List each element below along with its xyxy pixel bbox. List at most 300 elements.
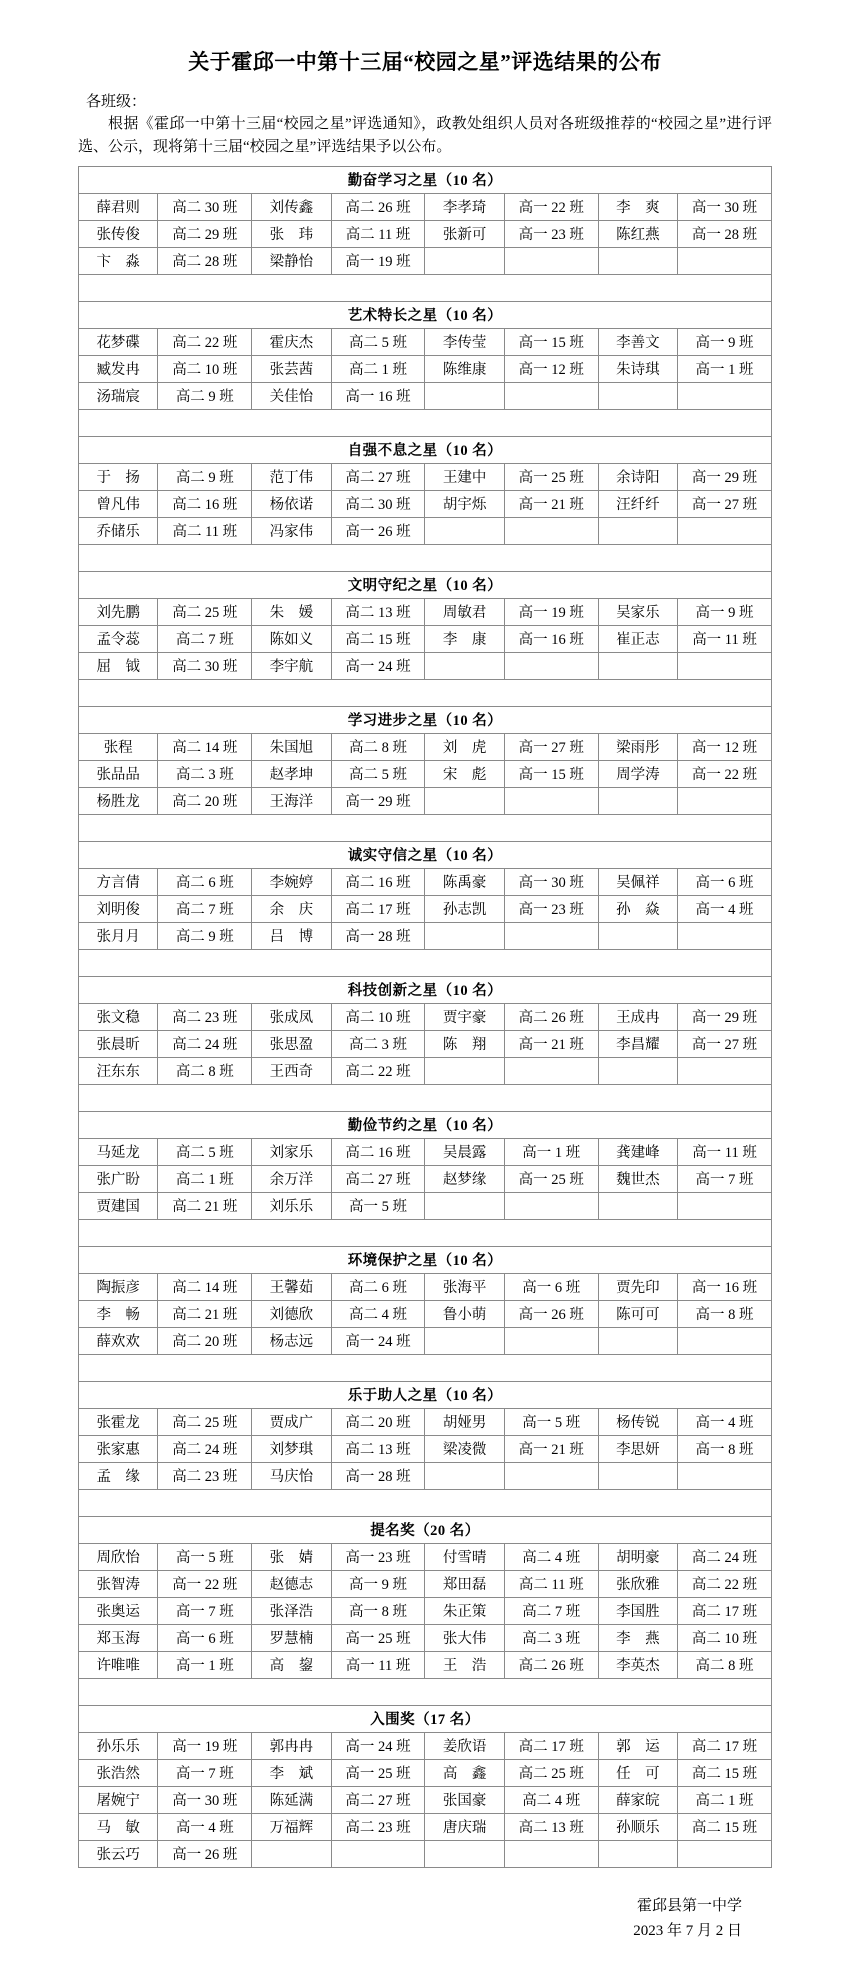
section-header-row <box>79 1381 772 1408</box>
student-name-cell: 梁凌微 <box>425 1435 504 1462</box>
student-name-cell: 杨依诺 <box>252 490 331 517</box>
student-name-cell: 龚建峰 <box>598 1138 677 1165</box>
table-row <box>79 1300 772 1327</box>
student-class-cell: 高二 20 班 <box>331 1408 425 1435</box>
student-name-cell: 薛欢欢 <box>79 1327 158 1354</box>
table-row <box>79 247 772 274</box>
student-name-cell: 王海洋 <box>252 787 331 814</box>
student-class-cell: 高二 30 班 <box>158 193 252 220</box>
student-name-cell: 王 浩 <box>425 1651 504 1678</box>
student-name-cell: 花梦碟 <box>79 328 158 355</box>
student-class-cell: 高一 8 班 <box>331 1597 425 1624</box>
student-class-cell: 高二 24 班 <box>678 1543 772 1570</box>
student-class-cell: 高二 24 班 <box>158 1435 252 1462</box>
student-class-cell: 高一 7 班 <box>158 1759 252 1786</box>
student-class-cell <box>504 247 598 274</box>
student-name-cell <box>425 1840 504 1867</box>
student-name-cell: 李思妍 <box>598 1435 677 1462</box>
student-class-cell: 高二 27 班 <box>331 1786 425 1813</box>
student-name-cell: 周欣怡 <box>79 1543 158 1570</box>
section-header-row <box>79 166 772 193</box>
student-name-cell: 于 扬 <box>79 463 158 490</box>
student-class-cell: 高二 17 班 <box>331 895 425 922</box>
student-class-cell: 高一 22 班 <box>158 1570 252 1597</box>
student-name-cell: 陈延满 <box>252 1786 331 1813</box>
student-name-cell: 张智涛 <box>79 1570 158 1597</box>
table-row <box>79 1003 772 1030</box>
student-class-cell: 高二 23 班 <box>158 1003 252 1030</box>
student-name-cell: 贾先印 <box>598 1273 677 1300</box>
student-class-cell: 高一 29 班 <box>678 463 772 490</box>
student-class-cell: 高一 8 班 <box>678 1300 772 1327</box>
section-header-row <box>79 571 772 598</box>
student-class-cell: 高一 1 班 <box>158 1651 252 1678</box>
student-class-cell: 高一 27 班 <box>678 1030 772 1057</box>
student-name-cell: 李 康 <box>425 625 504 652</box>
student-name-cell: 李 斌 <box>252 1759 331 1786</box>
student-class-cell: 高二 26 班 <box>331 193 425 220</box>
student-class-cell: 高一 6 班 <box>678 868 772 895</box>
student-name-cell: 刘梦琪 <box>252 1435 331 1462</box>
student-class-cell: 高二 14 班 <box>158 733 252 760</box>
student-class-cell: 高二 22 班 <box>158 328 252 355</box>
footer-organization: 霍邱县第一中学 <box>636 1897 742 1914</box>
student-class-cell: 高一 16 班 <box>331 382 425 409</box>
student-class-cell: 高二 5 班 <box>158 1138 252 1165</box>
section-heading: 乐于助人之星（10 名） <box>79 1381 772 1408</box>
section-header-row <box>79 1111 772 1138</box>
student-name-cell: 李孝琦 <box>425 193 504 220</box>
student-name-cell: 张海平 <box>425 1273 504 1300</box>
table-row <box>79 1651 772 1678</box>
student-class-cell: 高二 16 班 <box>158 490 252 517</box>
student-name-cell <box>425 787 504 814</box>
table-row <box>79 1408 772 1435</box>
student-class-cell: 高二 15 班 <box>331 625 425 652</box>
student-name-cell <box>425 247 504 274</box>
student-name-cell: 许唯唯 <box>79 1651 158 1678</box>
table-row <box>79 1597 772 1624</box>
student-name-cell: 张传俊 <box>79 220 158 247</box>
student-name-cell <box>252 1840 331 1867</box>
student-class-cell: 高一 5 班 <box>504 1408 598 1435</box>
student-name-cell: 李婉婷 <box>252 868 331 895</box>
section-header-row <box>79 976 772 1003</box>
student-name-cell: 朱诗琪 <box>598 355 677 382</box>
table-row <box>79 733 772 760</box>
student-class-cell: 高二 9 班 <box>158 463 252 490</box>
student-class-cell: 高二 3 班 <box>331 1030 425 1057</box>
table-row <box>79 787 772 814</box>
student-class-cell: 高二 11 班 <box>331 220 425 247</box>
student-name-cell <box>598 1462 677 1489</box>
student-class-cell <box>504 382 598 409</box>
section-spacer <box>79 1219 772 1246</box>
student-class-cell: 高二 4 班 <box>504 1786 598 1813</box>
student-name-cell: 张成凤 <box>252 1003 331 1030</box>
student-class-cell: 高二 21 班 <box>158 1192 252 1219</box>
student-class-cell <box>504 1192 598 1219</box>
student-class-cell: 高二 25 班 <box>158 1408 252 1435</box>
student-name-cell <box>598 787 677 814</box>
student-name-cell: 张霍龙 <box>79 1408 158 1435</box>
student-name-cell: 吴晨露 <box>425 1138 504 1165</box>
student-class-cell: 高一 11 班 <box>678 625 772 652</box>
student-name-cell <box>598 922 677 949</box>
student-name-cell: 万福辉 <box>252 1813 331 1840</box>
student-class-cell: 高一 12 班 <box>678 733 772 760</box>
awards-table <box>78 166 772 1868</box>
student-name-cell: 张新可 <box>425 220 504 247</box>
student-name-cell: 方言倩 <box>79 868 158 895</box>
student-name-cell: 李宇航 <box>252 652 331 679</box>
student-name-cell <box>598 247 677 274</box>
student-class-cell: 高一 21 班 <box>504 490 598 517</box>
section-spacer-cell <box>79 409 772 436</box>
student-name-cell <box>425 1057 504 1084</box>
student-name-cell: 郑玉海 <box>79 1624 158 1651</box>
student-class-cell: 高一 29 班 <box>331 787 425 814</box>
student-name-cell: 梁静怡 <box>252 247 331 274</box>
student-class-cell <box>504 1057 598 1084</box>
student-class-cell: 高二 7 班 <box>158 625 252 652</box>
student-name-cell: 赵梦缘 <box>425 1165 504 1192</box>
student-class-cell: 高二 16 班 <box>331 868 425 895</box>
student-name-cell: 郭 运 <box>598 1732 677 1759</box>
table-row <box>79 355 772 382</box>
student-name-cell <box>598 382 677 409</box>
section-spacer-cell <box>79 679 772 706</box>
student-class-cell: 高一 1 班 <box>678 355 772 382</box>
student-class-cell: 高二 10 班 <box>158 355 252 382</box>
table-row <box>79 220 772 247</box>
student-name-cell: 张品品 <box>79 760 158 787</box>
table-row <box>79 1570 772 1597</box>
student-name-cell: 张 婧 <box>252 1543 331 1570</box>
section-header-row <box>79 436 772 463</box>
student-class-cell: 高一 30 班 <box>504 868 598 895</box>
student-class-cell: 高二 7 班 <box>158 895 252 922</box>
table-row <box>79 1732 772 1759</box>
student-name-cell: 宋 彪 <box>425 760 504 787</box>
student-class-cell: 高一 11 班 <box>331 1651 425 1678</box>
student-name-cell: 周敏君 <box>425 598 504 625</box>
student-name-cell: 王建中 <box>425 463 504 490</box>
student-name-cell <box>425 922 504 949</box>
student-class-cell: 高一 4 班 <box>158 1813 252 1840</box>
student-name-cell: 姜欣语 <box>425 1732 504 1759</box>
student-class-cell: 高一 9 班 <box>678 328 772 355</box>
student-name-cell: 郑田磊 <box>425 1570 504 1597</box>
student-name-cell <box>598 1057 677 1084</box>
student-name-cell: 张广盼 <box>79 1165 158 1192</box>
student-class-cell: 高一 29 班 <box>678 1003 772 1030</box>
student-class-cell: 高二 9 班 <box>158 382 252 409</box>
student-class-cell: 高二 4 班 <box>504 1543 598 1570</box>
student-name-cell <box>425 517 504 544</box>
student-class-cell: 高二 17 班 <box>678 1732 772 1759</box>
student-class-cell: 高二 17 班 <box>678 1597 772 1624</box>
student-class-cell: 高二 25 班 <box>158 598 252 625</box>
student-class-cell: 高二 13 班 <box>331 1435 425 1462</box>
section-spacer <box>79 1084 772 1111</box>
section-heading: 艺术特长之星（10 名） <box>79 301 772 328</box>
student-name-cell: 杨传锐 <box>598 1408 677 1435</box>
student-class-cell: 高一 9 班 <box>331 1570 425 1597</box>
student-name-cell: 汪东东 <box>79 1057 158 1084</box>
student-class-cell <box>504 922 598 949</box>
student-name-cell: 孙志凯 <box>425 895 504 922</box>
student-name-cell: 朱国旭 <box>252 733 331 760</box>
section-spacer <box>79 1489 772 1516</box>
student-name-cell: 贾宇豪 <box>425 1003 504 1030</box>
section-spacer <box>79 1678 772 1705</box>
section-heading: 勤奋学习之星（10 名） <box>79 166 772 193</box>
student-name-cell: 朱 媛 <box>252 598 331 625</box>
student-class-cell: 高二 10 班 <box>331 1003 425 1030</box>
student-name-cell: 马庆怡 <box>252 1462 331 1489</box>
student-name-cell: 薛君则 <box>79 193 158 220</box>
student-class-cell: 高一 28 班 <box>331 1462 425 1489</box>
student-name-cell: 孟 缘 <box>79 1462 158 1489</box>
student-name-cell: 李善文 <box>598 328 677 355</box>
student-name-cell: 张家惠 <box>79 1435 158 1462</box>
student-name-cell: 薛家皖 <box>598 1786 677 1813</box>
body-paragraph: 根据《霍邱一中第十三届“校园之星”评选通知》，政教处组织人员对各班级推荐的“校园之星”进行评选、公示，现将第十三届“校园之星”评选结果予以公布。 <box>78 116 772 156</box>
student-class-cell <box>504 1840 598 1867</box>
section-header-row <box>79 1516 772 1543</box>
student-name-cell: 陈如义 <box>252 625 331 652</box>
student-class-cell: 高二 6 班 <box>158 868 252 895</box>
student-name-cell: 张月月 <box>79 922 158 949</box>
student-name-cell: 余万洋 <box>252 1165 331 1192</box>
student-class-cell: 高一 26 班 <box>331 517 425 544</box>
student-class-cell: 高一 30 班 <box>678 193 772 220</box>
student-class-cell <box>678 382 772 409</box>
student-name-cell: 刘传鑫 <box>252 193 331 220</box>
student-class-cell: 高二 27 班 <box>331 1165 425 1192</box>
table-row <box>79 1786 772 1813</box>
student-name-cell: 余诗阳 <box>598 463 677 490</box>
section-spacer-cell <box>79 1219 772 1246</box>
student-name-cell: 梁雨彤 <box>598 733 677 760</box>
student-class-cell: 高一 11 班 <box>678 1138 772 1165</box>
student-class-cell: 高一 24 班 <box>331 652 425 679</box>
section-header-row <box>79 301 772 328</box>
section-spacer-cell <box>79 814 772 841</box>
student-name-cell: 刘明俊 <box>79 895 158 922</box>
section-header-row <box>79 1705 772 1732</box>
student-name-cell: 张 玮 <box>252 220 331 247</box>
student-name-cell: 刘 虎 <box>425 733 504 760</box>
student-class-cell: 高二 5 班 <box>331 760 425 787</box>
student-name-cell <box>598 517 677 544</box>
student-class-cell: 高二 6 班 <box>331 1273 425 1300</box>
table-row <box>79 1543 772 1570</box>
student-class-cell: 高一 27 班 <box>504 733 598 760</box>
student-name-cell: 张大伟 <box>425 1624 504 1651</box>
section-heading: 自强不息之星（10 名） <box>79 436 772 463</box>
student-class-cell: 高二 8 班 <box>331 733 425 760</box>
student-name-cell <box>598 1840 677 1867</box>
student-name-cell <box>425 382 504 409</box>
student-class-cell <box>678 1057 772 1084</box>
student-class-cell: 高一 19 班 <box>331 247 425 274</box>
student-class-cell: 高一 28 班 <box>678 220 772 247</box>
student-class-cell: 高一 26 班 <box>158 1840 252 1867</box>
table-row <box>79 625 772 652</box>
student-name-cell: 高 鑫 <box>425 1759 504 1786</box>
section-heading: 文明守纪之星（10 名） <box>79 571 772 598</box>
student-name-cell: 孙 焱 <box>598 895 677 922</box>
table-row <box>79 895 772 922</box>
student-name-cell: 胡娅男 <box>425 1408 504 1435</box>
student-class-cell <box>504 787 598 814</box>
student-name-cell: 曾凡伟 <box>79 490 158 517</box>
student-class-cell: 高一 16 班 <box>504 625 598 652</box>
student-name-cell: 李昌耀 <box>598 1030 677 1057</box>
student-name-cell <box>425 1192 504 1219</box>
student-class-cell: 高一 21 班 <box>504 1030 598 1057</box>
student-class-cell <box>678 652 772 679</box>
section-header-row <box>79 1246 772 1273</box>
student-name-cell: 魏世杰 <box>598 1165 677 1192</box>
table-row <box>79 1759 772 1786</box>
student-name-cell: 臧发冉 <box>79 355 158 382</box>
student-name-cell: 张奥运 <box>79 1597 158 1624</box>
student-name-cell: 张国豪 <box>425 1786 504 1813</box>
student-class-cell: 高二 24 班 <box>158 1030 252 1057</box>
table-row <box>79 598 772 625</box>
student-name-cell: 刘德欣 <box>252 1300 331 1327</box>
section-heading: 环境保护之星（10 名） <box>79 1246 772 1273</box>
student-name-cell: 王成冉 <box>598 1003 677 1030</box>
section-heading: 科技创新之星（10 名） <box>79 976 772 1003</box>
student-class-cell: 高一 7 班 <box>678 1165 772 1192</box>
table-row <box>79 760 772 787</box>
student-name-cell: 霍庆杰 <box>252 328 331 355</box>
student-class-cell: 高二 30 班 <box>331 490 425 517</box>
student-name-cell: 张晨昕 <box>79 1030 158 1057</box>
student-class-cell: 高二 15 班 <box>678 1759 772 1786</box>
student-class-cell: 高二 25 班 <box>504 1759 598 1786</box>
section-header-row <box>79 841 772 868</box>
student-class-cell: 高二 21 班 <box>158 1300 252 1327</box>
student-class-cell: 高一 9 班 <box>678 598 772 625</box>
student-name-cell: 张文稳 <box>79 1003 158 1030</box>
student-name-cell: 陈 翔 <box>425 1030 504 1057</box>
student-name-cell <box>598 1192 677 1219</box>
student-name-cell: 朱正策 <box>425 1597 504 1624</box>
table-row <box>79 1057 772 1084</box>
student-class-cell: 高一 22 班 <box>678 760 772 787</box>
table-row <box>79 868 772 895</box>
student-class-cell: 高二 1 班 <box>158 1165 252 1192</box>
student-name-cell: 郭冉冉 <box>252 1732 331 1759</box>
student-name-cell: 屠婉宁 <box>79 1786 158 1813</box>
student-class-cell: 高二 3 班 <box>158 760 252 787</box>
student-class-cell: 高一 25 班 <box>504 463 598 490</box>
student-class-cell: 高二 13 班 <box>504 1813 598 1840</box>
student-name-cell: 陶振彦 <box>79 1273 158 1300</box>
section-heading: 学习进步之星（10 名） <box>79 706 772 733</box>
student-class-cell <box>504 1462 598 1489</box>
section-spacer <box>79 1354 772 1381</box>
student-class-cell: 高二 9 班 <box>158 922 252 949</box>
student-class-cell: 高二 11 班 <box>504 1570 598 1597</box>
student-name-cell: 唐庆瑞 <box>425 1813 504 1840</box>
section-spacer-cell <box>79 274 772 301</box>
page-title: 关于霍邱一中第十三届“校园之星”评选结果的公布 <box>188 50 662 74</box>
student-class-cell: 高一 24 班 <box>331 1732 425 1759</box>
student-class-cell: 高二 26 班 <box>504 1003 598 1030</box>
student-class-cell: 高一 6 班 <box>504 1273 598 1300</box>
student-class-cell <box>504 652 598 679</box>
student-name-cell: 李国胜 <box>598 1597 677 1624</box>
student-class-cell <box>504 517 598 544</box>
section-spacer <box>79 274 772 301</box>
table-row <box>79 1462 772 1489</box>
student-name-cell: 李 燕 <box>598 1624 677 1651</box>
section-spacer-cell <box>79 1354 772 1381</box>
student-class-cell: 高一 19 班 <box>158 1732 252 1759</box>
student-name-cell: 孙顺乐 <box>598 1813 677 1840</box>
section-spacer-cell <box>79 1084 772 1111</box>
student-class-cell: 高二 23 班 <box>158 1462 252 1489</box>
student-name-cell: 张思盈 <box>252 1030 331 1057</box>
student-name-cell: 乔储乐 <box>79 517 158 544</box>
section-heading: 诚实守信之星（10 名） <box>79 841 772 868</box>
table-row <box>79 1840 772 1867</box>
student-class-cell: 高二 8 班 <box>158 1057 252 1084</box>
table-row <box>79 1030 772 1057</box>
student-name-cell: 李 畅 <box>79 1300 158 1327</box>
student-name-cell: 马 敏 <box>79 1813 158 1840</box>
student-class-cell: 高一 30 班 <box>158 1786 252 1813</box>
student-name-cell: 付雪晴 <box>425 1543 504 1570</box>
student-class-cell: 高一 8 班 <box>678 1435 772 1462</box>
student-class-cell: 高一 24 班 <box>331 1327 425 1354</box>
student-class-cell: 高二 8 班 <box>678 1651 772 1678</box>
student-name-cell: 杨志远 <box>252 1327 331 1354</box>
student-class-cell: 高一 12 班 <box>504 355 598 382</box>
student-name-cell: 余 庆 <box>252 895 331 922</box>
student-class-cell <box>678 517 772 544</box>
section-header-row <box>79 706 772 733</box>
student-class-cell <box>678 787 772 814</box>
student-class-cell: 高二 22 班 <box>331 1057 425 1084</box>
student-class-cell: 高一 5 班 <box>331 1192 425 1219</box>
section-spacer <box>79 679 772 706</box>
student-name-cell: 赵德志 <box>252 1570 331 1597</box>
table-row <box>79 382 772 409</box>
student-name-cell: 杨胜龙 <box>79 787 158 814</box>
student-name-cell: 张浩然 <box>79 1759 158 1786</box>
student-class-cell: 高二 10 班 <box>678 1624 772 1651</box>
student-class-cell: 高一 23 班 <box>504 895 598 922</box>
student-class-cell: 高二 4 班 <box>331 1300 425 1327</box>
section-spacer-cell <box>79 949 772 976</box>
student-class-cell: 高二 28 班 <box>158 247 252 274</box>
student-name-cell <box>598 1327 677 1354</box>
student-class-cell: 高一 6 班 <box>158 1624 252 1651</box>
student-name-cell: 鲁小萌 <box>425 1300 504 1327</box>
table-row <box>79 1138 772 1165</box>
student-class-cell: 高二 20 班 <box>158 787 252 814</box>
student-class-cell: 高二 29 班 <box>158 220 252 247</box>
student-name-cell: 崔正志 <box>598 625 677 652</box>
student-name-cell: 贾成广 <box>252 1408 331 1435</box>
